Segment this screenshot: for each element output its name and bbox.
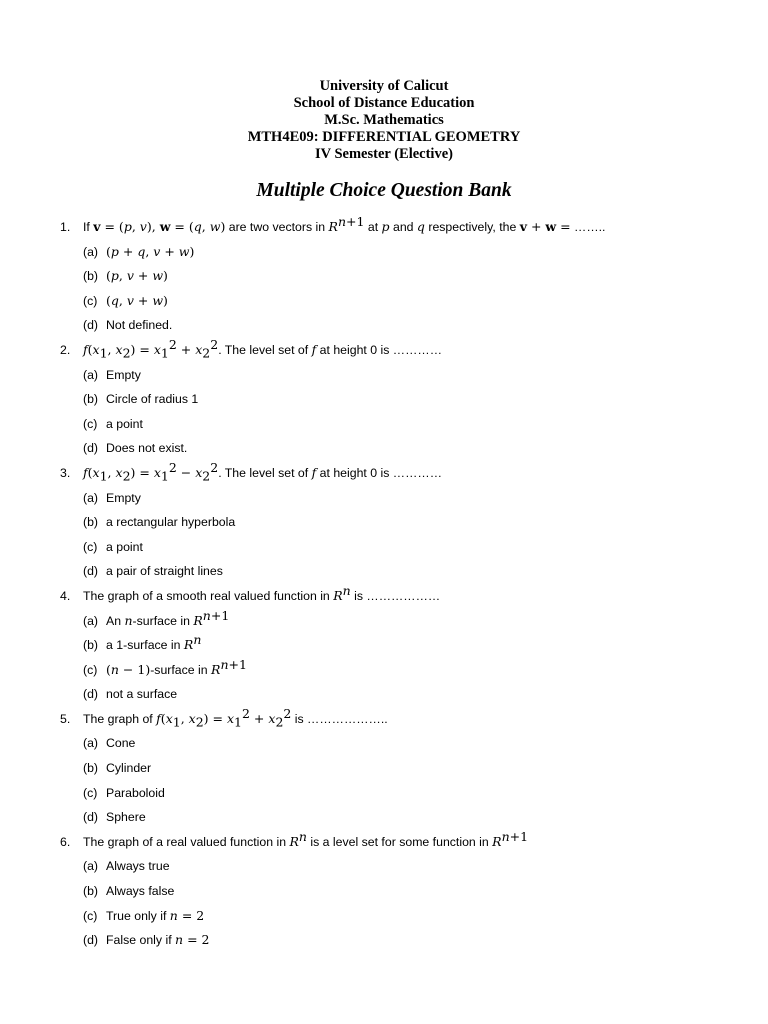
- question-number: 2.: [60, 342, 71, 357]
- question-1: [60, 215, 740, 338]
- question-text: If v = (p, v), w = (q, w) are two vectors in $R^{n+1}$ at p and q respectively, the v + w = ……..: [83, 213, 606, 234]
- option-b: (b) Circle of radius 1: [83, 392, 199, 407]
- university-name: University of Calicut: [319, 78, 449, 94]
- option-c: (c) Paraboloid: [83, 785, 165, 800]
- question-number: 5.: [60, 711, 71, 726]
- option-a: (a) Empty: [83, 490, 141, 505]
- question-text: The graph of a real valued function in $R^n$ is a level set for some function in $R^{n+1}$: [83, 828, 529, 849]
- page-title: Multiple Choice Question Bank: [256, 180, 512, 201]
- option-c: (c) (q, v + w): [83, 292, 168, 308]
- question-list: [60, 215, 740, 953]
- option-b: (b) Cylinder: [83, 761, 152, 776]
- question-text: $f(x_1$, $x_2) = x_1^2 - x_2^2$. The level set of f at height 0 is …………: [83, 459, 442, 484]
- option-c: (c) a point: [83, 539, 143, 554]
- option-d: (d) not a surface: [83, 687, 178, 702]
- school-name: School of Distance Education: [293, 95, 475, 111]
- option-a: (a) Cone: [83, 736, 136, 751]
- option-a: (a) An n-surface in $R^{n+1}$: [83, 607, 230, 628]
- program-name: M.Sc. Mathematics: [324, 112, 444, 128]
- option-b: (b) a rectangular hyperbola: [83, 515, 236, 530]
- question-6: [60, 830, 740, 953]
- option-d: (d) Sphere: [83, 810, 146, 825]
- option-d: (d) Not defined.: [83, 318, 173, 333]
- question-text: $f(x_1$, $x_2) = x_1^2 + x_2^2$. The level set of f at height 0 is …………: [83, 336, 442, 361]
- question-5: [60, 707, 740, 830]
- question-number: 6.: [60, 834, 71, 849]
- option-c: (c) a point: [83, 416, 143, 431]
- question-text: The graph of a smooth real valued function in $R^n$ is ………………: [83, 582, 441, 603]
- option-a: (a) Always true: [83, 859, 170, 874]
- document-header: [0, 78, 768, 163]
- option-d: (d) False only if n = 2: [83, 932, 210, 948]
- option-a: (a) Empty: [83, 367, 141, 382]
- semester-name: IV Semester (Elective): [315, 146, 453, 162]
- option-c: (c) True only if n = 2: [83, 907, 205, 923]
- option-c: (c) (n − 1)-surface in $R^{n+1}$: [83, 656, 247, 677]
- question-4: [60, 584, 740, 707]
- question-3: [60, 461, 740, 584]
- course-name: MTH4E09: DIFFERENTIAL GEOMETRY: [247, 129, 521, 145]
- option-b: (b) Always false: [83, 884, 175, 899]
- option-b: (b) (p, v + w): [83, 268, 168, 284]
- option-d: (d) a pair of straight lines: [83, 564, 223, 579]
- question-text: The graph of $f(x_1$, $x_2) = x_1^2 + x_2^2$ is ………………..: [83, 705, 388, 730]
- option-a: (a) (p + q, v + w): [83, 243, 195, 259]
- question-number: 1.: [60, 220, 71, 234]
- option-d: (d) Does not exist.: [83, 441, 188, 456]
- question-2: [60, 338, 740, 461]
- option-b: (b) a 1-surface in $R^n$: [83, 632, 202, 653]
- question-number: 3.: [60, 465, 71, 480]
- question-number: 4.: [60, 588, 71, 603]
